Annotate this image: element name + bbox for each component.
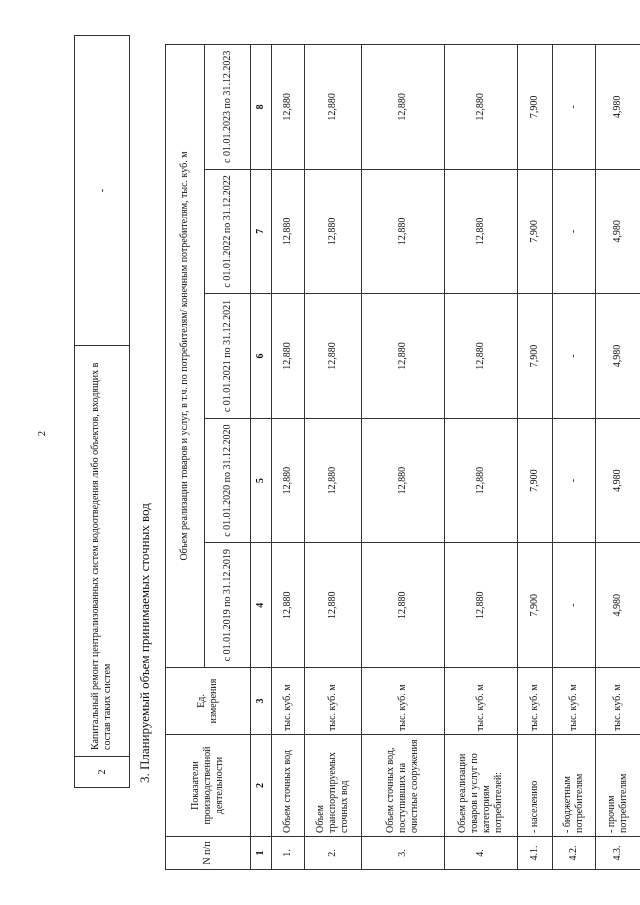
table-row bbox=[553, 45, 596, 870]
row-indicator: Объем транспортируемых сточных вод bbox=[305, 735, 362, 837]
row-indicator: - прочим потребителям bbox=[596, 735, 640, 837]
header-volume: Объем реализации товаров и услуг, в т.ч. по потребителям/ конечным потребителям, тыс. куб. м bbox=[166, 45, 205, 668]
row-value: 12,880 bbox=[445, 169, 518, 294]
row-value: 12,880 bbox=[362, 45, 445, 170]
period-2019: с 01.01.2019 по 31.12.2019 bbox=[205, 543, 251, 668]
section-heading: 3. Планируемый объем принимаемых сточных вод bbox=[137, 503, 152, 783]
page-number: 2 bbox=[37, 431, 48, 436]
row-value: 7,900 bbox=[518, 169, 553, 294]
row-number: 3. bbox=[362, 837, 445, 870]
period-2023: с 01.01.2023 по 31.12.2023 bbox=[205, 45, 251, 170]
column-index: 7 bbox=[251, 169, 272, 294]
rotated-content bbox=[62, 35, 629, 880]
period-2021: с 01.01.2021 по 31.12.2021 bbox=[205, 294, 251, 419]
row-value: 7,900 bbox=[518, 294, 553, 419]
row-indicator: - бюджетным потребителям bbox=[553, 735, 596, 837]
table-row bbox=[445, 45, 518, 870]
column-index: 4 bbox=[251, 543, 272, 668]
row-value: - bbox=[553, 294, 596, 419]
row-value: - bbox=[75, 36, 130, 346]
column-index: 8 bbox=[251, 45, 272, 170]
table-row bbox=[305, 45, 362, 870]
row-value: 7,900 bbox=[518, 543, 553, 668]
row-value: - bbox=[553, 169, 596, 294]
row-value: 4,980 bbox=[596, 418, 640, 543]
row-unit: тыс. куб. м bbox=[518, 668, 553, 735]
header-unit: Ед. измерения bbox=[166, 668, 251, 735]
row-value: 12,880 bbox=[362, 169, 445, 294]
row-value: 12,880 bbox=[272, 418, 305, 543]
row-value: 12,880 bbox=[272, 543, 305, 668]
column-index: 2 bbox=[251, 735, 272, 837]
row-value: 12,880 bbox=[445, 543, 518, 668]
row-indicator: Объем сточных вод bbox=[272, 735, 305, 837]
period-2022: с 01.01.2022 по 31.12.2022 bbox=[205, 169, 251, 294]
row-value: 12,880 bbox=[362, 418, 445, 543]
row-unit: тыс. куб. м bbox=[445, 668, 518, 735]
row-value: 12,880 bbox=[362, 294, 445, 419]
column-index: 6 bbox=[251, 294, 272, 419]
row-indicator: Объем реализации товаров и услуг по категориям потребителей: bbox=[445, 735, 518, 837]
row-value: 4,980 bbox=[596, 169, 640, 294]
capital-repair-table bbox=[74, 35, 130, 788]
row-number: 2 bbox=[75, 757, 130, 788]
row-value: 12,880 bbox=[305, 543, 362, 668]
table-row bbox=[362, 45, 445, 870]
row-unit: тыс. куб. м bbox=[596, 668, 640, 735]
row-unit: тыс. куб. м bbox=[553, 668, 596, 735]
row-value: 12,880 bbox=[305, 45, 362, 170]
row-indicator: - населению bbox=[518, 735, 553, 837]
row-unit: тыс. куб. м bbox=[272, 668, 305, 735]
row-unit: тыс. куб. м bbox=[305, 668, 362, 735]
row-value: 12,880 bbox=[305, 418, 362, 543]
header-indicator: Показатели производственной деятельности bbox=[166, 735, 251, 837]
row-value: 4,980 bbox=[596, 294, 640, 419]
period-2020: с 01.01.2020 по 31.12.2020 bbox=[205, 418, 251, 543]
row-unit: тыс. куб. м bbox=[362, 668, 445, 735]
row-number: 4.3. bbox=[596, 837, 640, 870]
row-value: 12,880 bbox=[445, 294, 518, 419]
row-text: Капитальный ремонт централизованных систем водоотведения либо объектов, входящих в состав таких систем bbox=[75, 346, 130, 757]
column-index-row bbox=[251, 45, 272, 870]
row-indicator: Объем сточных вод, поступивших на очистные сооружения bbox=[362, 735, 445, 837]
table-row bbox=[596, 45, 640, 870]
column-index: 3 bbox=[251, 668, 272, 735]
row-value: 12,880 bbox=[362, 543, 445, 668]
row-value: 12,880 bbox=[272, 45, 305, 170]
row-number: 4.2. bbox=[553, 837, 596, 870]
row-value: - bbox=[553, 45, 596, 170]
column-index: 1 bbox=[251, 837, 272, 870]
header-row bbox=[166, 45, 205, 870]
row-value: - bbox=[553, 418, 596, 543]
column-index: 5 bbox=[251, 418, 272, 543]
table-row bbox=[75, 36, 130, 788]
row-value: 12,880 bbox=[305, 294, 362, 419]
row-value: 12,880 bbox=[445, 45, 518, 170]
row-value: - bbox=[553, 543, 596, 668]
row-number: 4. bbox=[445, 837, 518, 870]
row-value: 12,880 bbox=[305, 169, 362, 294]
row-value: 12,880 bbox=[272, 169, 305, 294]
row-value: 7,900 bbox=[518, 45, 553, 170]
table-row bbox=[518, 45, 553, 870]
row-number: 4.1. bbox=[518, 837, 553, 870]
row-value: 7,900 bbox=[518, 418, 553, 543]
row-value: 4,980 bbox=[596, 45, 640, 170]
row-value: 4,980 bbox=[596, 543, 640, 668]
row-number: 2. bbox=[305, 837, 362, 870]
row-value: 12,880 bbox=[272, 294, 305, 419]
wastewater-volume-table bbox=[165, 44, 640, 870]
row-number: 1. bbox=[272, 837, 305, 870]
header-n: N п/п bbox=[166, 837, 251, 870]
table-row bbox=[272, 45, 305, 870]
row-value: 12,880 bbox=[445, 418, 518, 543]
